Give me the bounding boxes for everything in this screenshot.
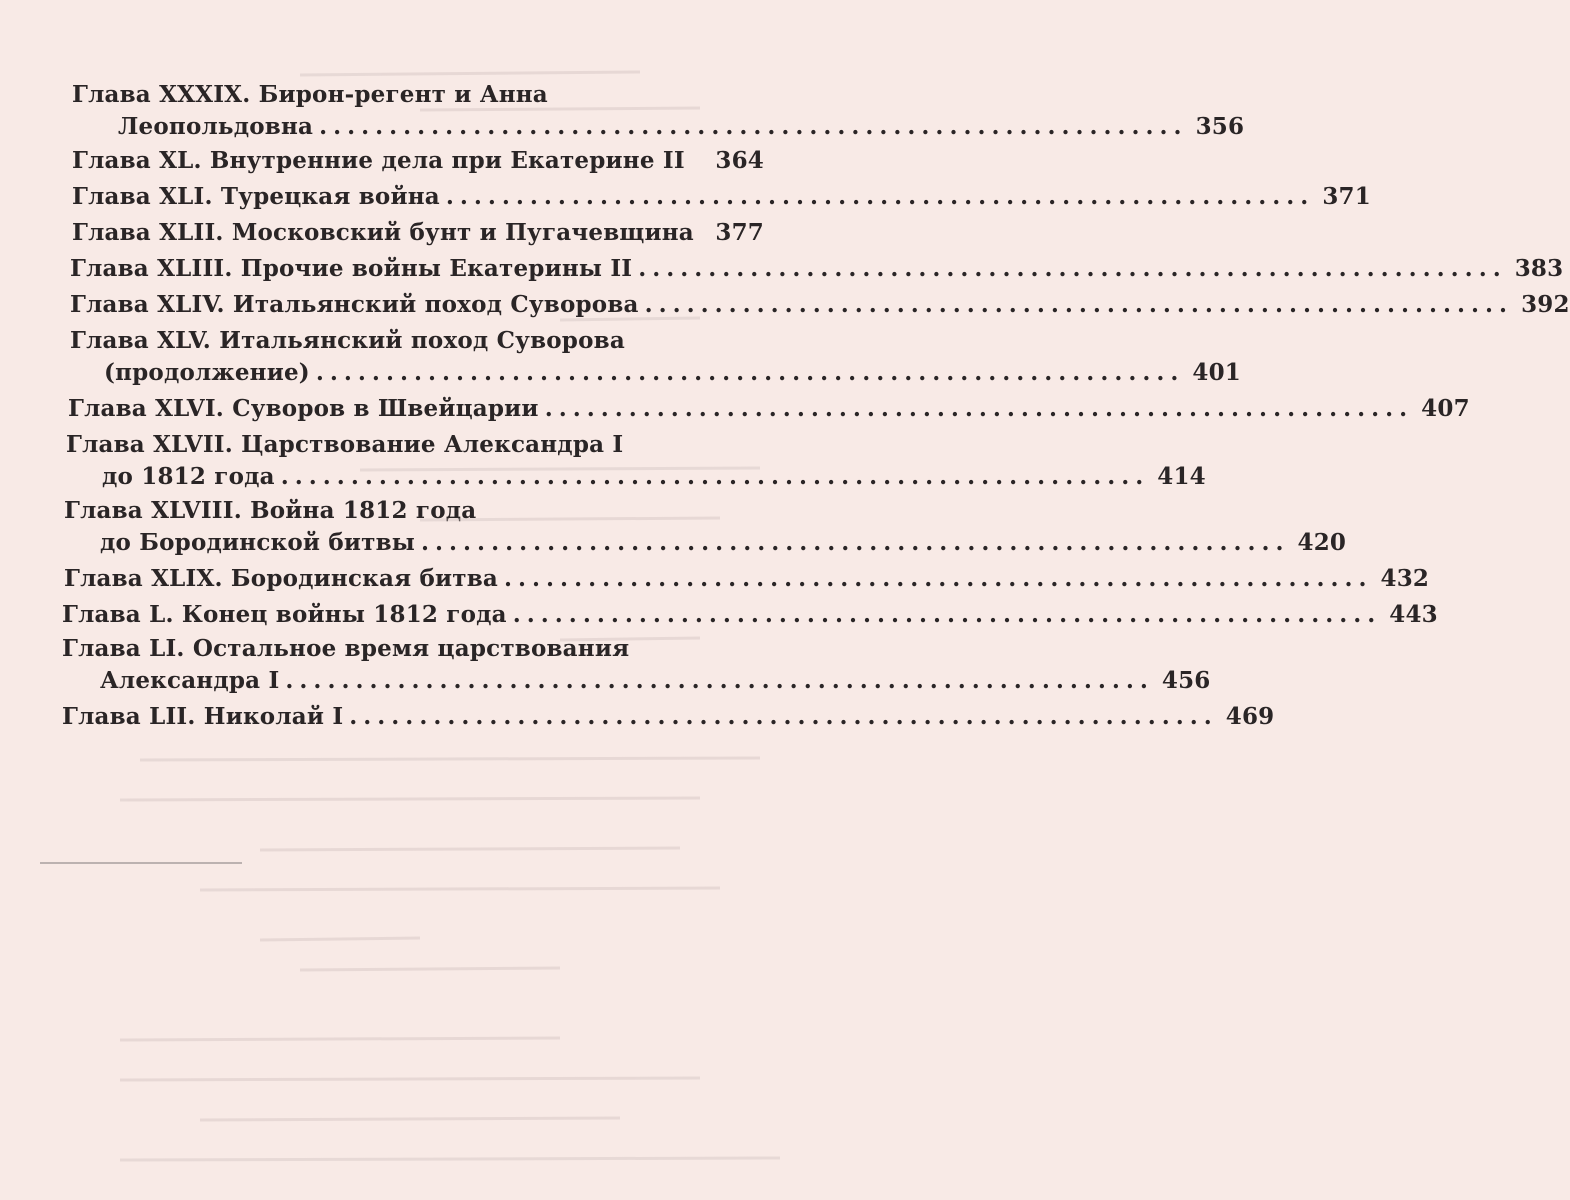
toc-entry-title: Глава XLVIII. Война 1812 года xyxy=(64,497,477,524)
toc-entry-row[interactable] xyxy=(70,290,1570,320)
toc-entry-row[interactable] xyxy=(68,394,1470,424)
dot-leader: .............................................................. xyxy=(644,291,1514,318)
dot-leader: .............................................................. xyxy=(638,255,1507,282)
toc-page-number: 356 xyxy=(1195,113,1245,140)
toc-entry-row[interactable] xyxy=(62,600,1438,630)
toc-entry-title: Глава XLVI. Суворов в Швейцарии xyxy=(68,395,539,422)
toc-entry-row[interactable] xyxy=(64,564,1430,594)
toc-page-number: 456 xyxy=(1161,667,1211,694)
section-divider xyxy=(40,862,242,864)
toc-page-number: 364 xyxy=(715,147,764,174)
toc-entry-row[interactable] xyxy=(100,666,1211,696)
toc-entry-row[interactable] xyxy=(100,528,1347,558)
dot-leader: .............................................................. xyxy=(512,601,1382,628)
toc-entry-title: Глава LII. Николай I xyxy=(62,703,344,730)
toc-entry-row[interactable] xyxy=(102,462,1206,492)
toc-entry-row[interactable] xyxy=(72,182,1371,212)
toc-entry-row[interactable] xyxy=(62,702,1275,732)
toc-page-number: 414 xyxy=(1157,463,1206,490)
toc-entry-row[interactable] xyxy=(118,112,1245,142)
dot-leader: .............................................................. xyxy=(349,703,1218,730)
toc-entry-title: Глава XLI. Турецкая война xyxy=(72,183,440,210)
toc-entry-title: Глава XLIV. Итальянский поход Суворова xyxy=(70,291,639,318)
toc-entry-title-cont: Александра I xyxy=(100,667,280,694)
dot-leader: .............................................................. xyxy=(280,463,1150,490)
toc-page-number: 443 xyxy=(1389,601,1438,628)
toc-entry-title: Глава XLV. Итальянский поход Суворова xyxy=(70,327,625,354)
toc-entry-title: Глава LI. Остальное время царствования xyxy=(62,635,630,662)
toc-page-number: 383 xyxy=(1514,255,1564,282)
toc-entry-title-cont: Леопольдовна xyxy=(118,113,314,140)
toc-entry-title: Глава XL. Внутренние дела при Екатерине II xyxy=(72,147,685,174)
dot-leader: .............................................................. xyxy=(319,113,1188,140)
dot-leader: .............................................................. xyxy=(285,667,1154,694)
toc-entry-row[interactable] xyxy=(72,218,764,248)
dot-leader: .............................................................. xyxy=(504,565,1373,592)
toc-entry-title: Глава XXXIX. Бирон-регент и Анна xyxy=(72,81,548,108)
dot-leader: .............................................................. xyxy=(544,395,1414,422)
toc-page-number: 469 xyxy=(1225,703,1275,730)
toc-page-number: 432 xyxy=(1380,565,1430,592)
dot-leader: .............................................................. xyxy=(421,529,1290,556)
toc-entry-title: Глава XLII. Московский бунт и Пугачевщина xyxy=(72,219,694,246)
toc-page-number: 407 xyxy=(1421,395,1470,422)
toc-page-number: 401 xyxy=(1192,359,1241,386)
toc-entry-title: Глава XLVII. Царствование Александра I xyxy=(66,431,624,458)
toc-page-number: 377 xyxy=(715,219,764,246)
toc-entry-title-cont: до 1812 года xyxy=(102,463,275,490)
toc-entry-title: Глава L. Конец войны 1812 года xyxy=(62,601,507,628)
toc-entry-row[interactable] xyxy=(72,146,764,176)
dot-leader: .............................................................. xyxy=(445,183,1315,210)
toc-entry-row[interactable] xyxy=(70,254,1564,284)
toc-page-number: 420 xyxy=(1297,529,1347,556)
toc-entry-title-cont: до Бородинской битвы xyxy=(100,529,416,556)
toc-entry-title: Глава XLIX. Бородинская битва xyxy=(64,565,499,592)
toc-entry-row[interactable] xyxy=(104,358,1241,388)
toc-entry-title-cont: (продолжение) xyxy=(104,359,310,386)
toc-page-number: 371 xyxy=(1322,183,1371,210)
toc-entry-title: Глава XLIII. Прочие войны Екатерины II xyxy=(70,255,633,282)
dot-leader: .............................................................. xyxy=(315,359,1185,386)
toc-page-number: 392 xyxy=(1521,291,1570,318)
